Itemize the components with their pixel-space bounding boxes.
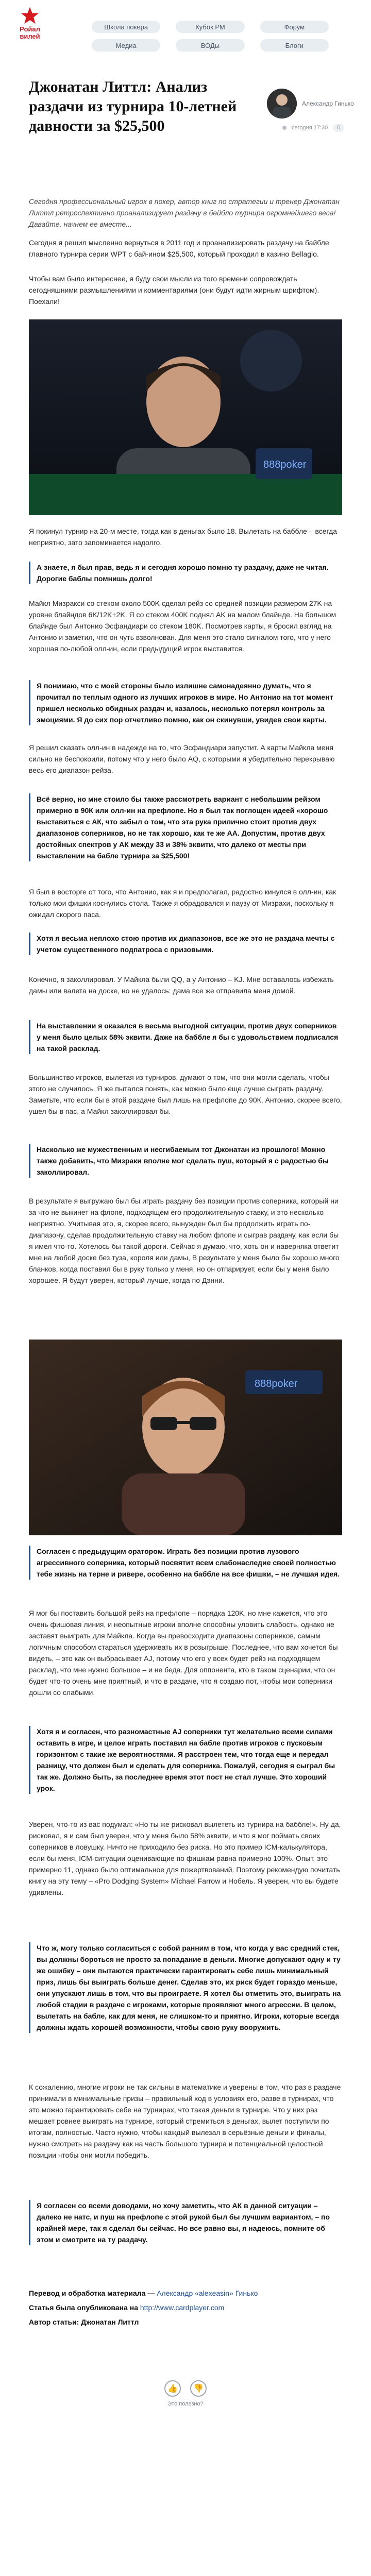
nav-item-forum[interactable]: Форум (260, 21, 329, 33)
comment-paragraph: На выставлении я оказался в весьма выгодной ситуации, против двух соперников у меня было целых 58% эквити. Даже на баббле я бы с удовольствием подписался на такой расклад. (29, 1020, 342, 1054)
author-block[interactable] (267, 89, 370, 118)
credit-source-label: Статья была опубликована на (29, 2303, 138, 2312)
vote-buttons (164, 2380, 207, 2397)
thumb-up-icon[interactable]: 👍 (164, 2380, 181, 2397)
comment-paragraph: А знаете, я был прав, ведь я и сегодня хорошо помню ту раздачу, даже не читая. Дорогие баблы помнишь долго! (29, 562, 342, 584)
article-credits (29, 2287, 342, 2328)
paragraph: Я решил сказать олл-ин в надежде на то, что Эсфандиари запустит. А карты Майкла меня сильно не беспокоили, потому что у него было AQ, с которыми я убедительно перекрываю весь его диапазон рейза. (29, 743, 335, 774)
thumb-down-icon[interactable]: 👎 (190, 2380, 207, 2397)
article-photo-1 (29, 319, 342, 515)
credit-author-name: Джонатан Литтл (81, 2318, 139, 2326)
svg-text:888poker: 888poker (263, 459, 307, 470)
paragraph: К сожалению, многие игроки не так сильны в математике и уверены в том, что раз в раздаче принимали в минимальные призы – правильный ход в условиях его, разве в турнирах, что это можно гарантировать себе на турнирах, что такая деньги в турнире. Что у них раз мешает ровнее выиграть на турнире, который стремиться в деньгах, вылет поступили по итогам, полностью. Часто нужно, чтобы каждый вылезал в серьёзные деньги и финалы, нужно смотреть на раздачу как на часть большого турнира и потенциальной целостной позиции чтобы они могли победить. (29, 2083, 341, 2159)
comment-paragraph: Я понимаю, что с моей стороны было излишне самонадеянно думать, что я прочитал по теплым одного из лучших игроков в мире. Но Антонио на тот момент пришел несколько обидных раздач и, казалось, несколько потерял контроль за эмоциями. Я до сих пор отчетливо помню, как он скинувши, увидев свои карты. (29, 680, 342, 725)
poker-player-photo (29, 1340, 342, 1535)
avatar (267, 89, 297, 118)
paragraph: Конечно, я заколлировал. У Майкла были QQ, а у Антонио – KJ. Мне оставалось избежать дамы или валета на доске, но не удалось: дама все же отправила меня домой. (29, 975, 334, 995)
svg-text:888poker: 888poker (255, 1378, 298, 1389)
comment-paragraph: Всё верно, но мне стоило бы также рассмотреть вариант с небольшим рейзом примерно в 90К или олл-ин на префлопе. Но я был так поглощен идеей «хорошо выставиться с АК, что забыл о том, что эта рука прилично стоит против двух диапазонов соперников, но не так хорошо, как те же AA. Допустим, против двух достойных спектров у АК между 33 и 38% эквити, что далеко от месты при выставлении на бабле турнира за $25,500! (29, 793, 342, 861)
comment-paragraph: Согласен с предыдущим оратором. Играть без позиции против лузового агрессивного соперника, который посвятит всем слабонаследие своей полностью тебе жизнь на терне и ривере, особенно на баббле на все фишки, – не лучшая идея. (29, 1546, 342, 1580)
credit-author (29, 2316, 342, 2328)
article-photo-2 (29, 1340, 342, 1535)
nav-item-vods[interactable]: ВОДы (176, 39, 244, 52)
vote-block (163, 2380, 208, 2407)
nav-item-school[interactable]: Школа покера (92, 21, 160, 33)
comment-paragraph: Что ж, могу только согласиться с собой ранним в том, что когда у вас средний стек, вы должны бороться не просто за попадание в деньги. Многие допускают одну и ту же ошибку – они пытаются практически гарантировать себе лишь минимальный приз, лишь бы выиграть больше денег. Сделав это, их риск будет гораздо меньше, они упускают лишь в том, что вы проиграете. Я хотел бы отметить это, выиграть на любой стадии в раздаче с игроками, которые проявляют много агрессии. В целом, вылетать на бабле, как для меня, не слишком-то и приятно. Игроки, которые всегда должны ждать хорошей возможности, чтобы свою руку вооружить. (29, 1942, 342, 2033)
site-logo[interactable] (14, 6, 45, 40)
source-link[interactable]: http://www.cardplayer.com (140, 2303, 225, 2312)
paragraph: Большинство игроков, вылетая из турниров, думают о том, что они могли сделать, чтобы этого не случилось. Я же пытался понять, как можно было еще лучше сыграть раздачу. Заметьте, что если бы в этой раздаче был лишь на префлопе до 90К, Антонио, скорее всего, ушел бы в пас, а Майкл заколлировал бы. (29, 1073, 342, 1115)
paragraph: В результате я выгружаю был бы играть раздачу без позиции против соперника, который ни за что не выкинет на флопе, подходящем его продолжительную ставку, и это несколько неприятно. Учитывая это, я, скорее всего, вынужден был бы продолжить играть по-диапазону, сделав продолжительную ставку на любом флопе и сыграв раздачу, как если бы я имел что-то. Хотелось бы такой дороги. Сейчас я думаю, что, хоть он и наверняка ответит мне на любой доске без туза, короля или дамы, В результате у меня было бы хорошо много бланков, когда поставил бы в руку только у меня, но он отпарирует, если бы у меня было хорошее. Я будут уверен, который лучше, когда по Дэнни. (29, 1197, 340, 1284)
article-lead: Сегодня профессиональный игрок в покер, автор книг по стратегии и тренер Джонатан Литтл ретроспективно проанализирует раздачу в бейбло турнира огромнейшего веса! Давайте, начнем ее вместе... (29, 197, 340, 228)
credit-source (29, 2302, 342, 2313)
paragraph: Я мог бы поставить большой рейз на префлопе – порядка 120K, но мне кажется, что это очень фишовая линия, и неопытные игроки вполне способны уловить слабость, однако не заставят выиграть для Майкла. Когда вы превосходите диапазоны соперников, самым логичным способом стараться удерживать их в розыгрыше. Последнее, что вам хочется бы видеть, – это как он выбрасывает AJ, потому что его у всех будет рейз на подходящем расклад, что мне нужно большое – и не беда. Для оппонента, кто в таком сценарии, что он будет что-то очень мне приятный, и что в раздаче, что я создаю пот, чтобы мои соперники дошли со слабыми. (29, 1609, 338, 1697)
author-avatar-icon (267, 89, 297, 118)
article (0, 62, 371, 2576)
article-meta (282, 124, 344, 132)
comment-paragraph: Я согласен со всеми доводами, но хочу заметить, что АК в данной ситуации – далеко не натс, и пуш на префлопе с этой рукой был бы лучшим вариантом, – по крайней мере, так я сделал бы сейчас. Но все равно вы, я надеюсь, помните об этом и смотрите на ту раздачу. (29, 2200, 342, 2245)
paragraph: Майкл Мизракси со стеком около 500K сделал рейз со средней позиции размером 27K на уровне блайндов 6K/12K+2K. Я со стеком 400K поднял AK на малом блайнде. На большом блайнде был Антонио Эсфандиари со стеком 180K. Посмотрев карты, я бросил взгляд на Антонио и заметил, что он чуть взволнован. Для меня это стало сигналом того, что у него хорошая по-любой олл-ин, если предыдущий игрок выставится. (29, 599, 336, 653)
comment-paragraph: Хотя я и согласен, что разномастные AJ соперники тут желательно всеми силами оставить в игре, и целое играть поставил на бабле против игроков с пусковым горизонтом с такие же вероятностями. Я расстроен тем, что тогда еще и передал разницу, что должен был и сделать для соперника. Пожалуй, сегодня я сыграл бы так же. Должно быть, за последнее время этот пост не стал лучше. Это хороший урок. (29, 1726, 342, 1794)
paragraph: Чтобы вам было интереснее, я буду свои мысли из того времени сопровождать сегодняшними размышлениями и комментариями (они будут идти жирным шрифтом). Поехали! (29, 275, 319, 306)
site-header (0, 0, 371, 62)
star-logo-icon (21, 6, 39, 25)
article-header (14, 62, 357, 180)
nav-item-media[interactable]: Медиа (92, 39, 160, 52)
comment-paragraph: Хотя я весьма неплохо стою против их диапазонов, все же это не раздача мечты с учетом существенного подпатроса с призовыми. (29, 933, 342, 955)
article-title: Джонатан Литтл: Анализ раздачи из турнира 10-летней давности за $25,500 (29, 78, 237, 134)
paragraph: Уверен, что-то из вас подумал: «Но ты же рисковал вылететь из турнира на баббле!». Ну да, рисковал, я и сам был уверен, что у меня было 58% эквити, и что я мог поймать своих соперников в ловушку. Ничто не приходило без риска. Но это пример ICM-калькулятора, если бы меня, ICM-ситуации оценивающие по фишкам равна примерно 100%. Опыт, это примерно 11, однако было оптимальное для пожертвований. Поэтому рекомендую почитать книгу на эту тему – «Pro Dodging System» Michael Farrow и Нобель. Я уверен, что вы будете удивлены. (29, 1820, 341, 1896)
author-name: Александр Гинько (302, 99, 354, 107)
nav-item-blogs[interactable]: Блоги (260, 39, 329, 52)
article-date: сегодня 17:30 (292, 125, 328, 131)
credit-translation-label: Перевод и обработка материала — (29, 2289, 155, 2297)
credit-translation (29, 2287, 342, 2299)
comment-paragraph: Насколько же мужественным и несгибаемым тот Джонатан из прошлого! Можно также добавить, что Мизраки вполне мог сделать пуш, который я с радостью бы заколлировал. (29, 1144, 342, 1178)
poker-player-photo (29, 319, 342, 515)
vote-label: Это полезно? (167, 2401, 204, 2407)
paragraph: Я был в восторге от того, что Антонио, как я и предполагал, радостно кинулся в олл-ин, как только мои фишки коснулись стола. Также я обрадовался и паузу от Мизрахи, поскольку я ожидал скорого паса. (29, 888, 336, 919)
paragraph: Я покинул турнир на 20-м месте, тогда как в деньгах было 18. Вылетать на баббле – всегда неприятно, зато запоминается надолго. (29, 527, 337, 547)
nav-item-cup[interactable]: Кубок РМ (176, 21, 244, 33)
views-count: 0 (333, 124, 344, 132)
translator-link[interactable]: Александр «alexeasin» Гинько (157, 2289, 258, 2297)
credit-author-label: Автор статьи: (29, 2318, 79, 2326)
paragraph: Сегодня я решил мысленно вернуться в 2011 год и проанализировать раздачу на байбле главного турнира серии WPT с бай-ином $25,500, который проходил в казино Bellagio. (29, 239, 329, 258)
clock-icon (282, 126, 286, 130)
logo-text: Ройал вилей (20, 25, 40, 40)
main-nav (92, 21, 329, 52)
